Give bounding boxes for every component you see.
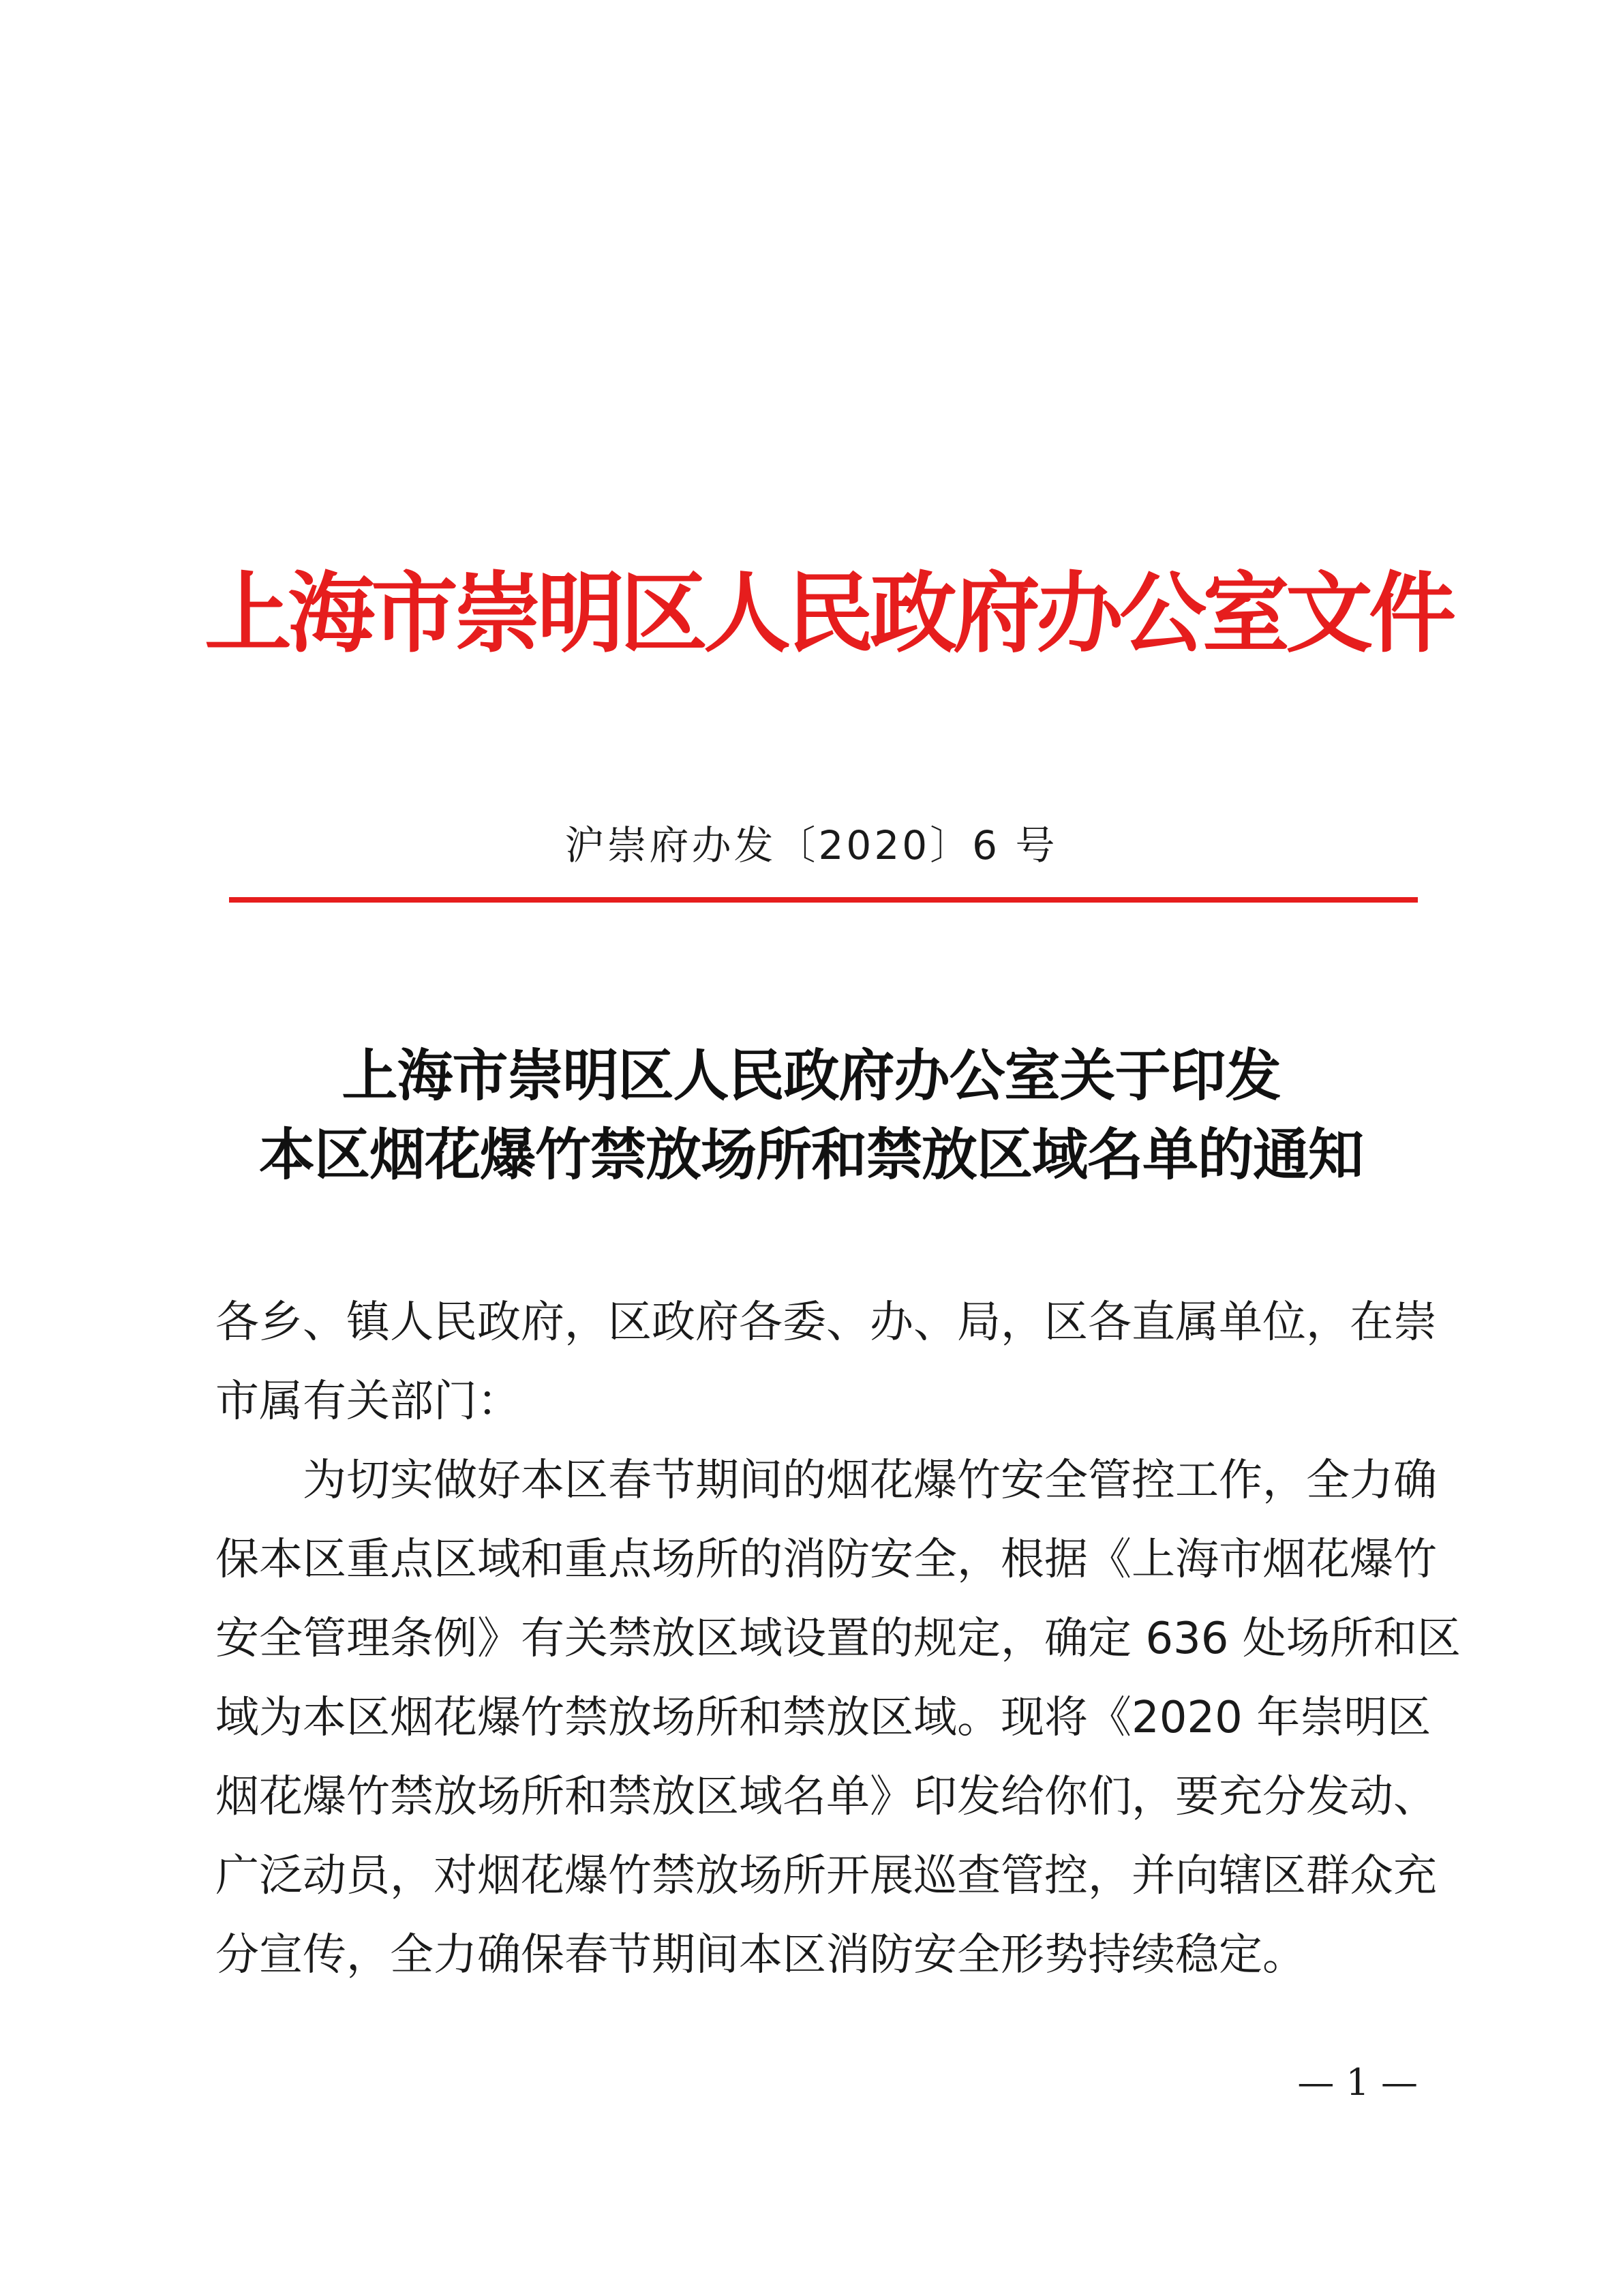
paragraph-line-4: 域为本区烟花爆竹禁放场所和禁放区域。现将《2020 年崇明区 [215, 1693, 1431, 1743]
notice-title [204, 1036, 1418, 1194]
document-number: 沪崇府办发〔2020〕6 号 [564, 822, 1058, 868]
notice-title-line-1: 上海市崇明区人民政府办公室关于印发 [342, 1043, 1281, 1108]
paragraph-line-6: 广泛动员，对烟花爆竹禁放场所开展巡查管控，并向辖区群众充 [215, 1851, 1437, 1901]
paragraph-line-3: 安全管理条例》有关禁放区域设置的规定，确定 636 处场所和区 [215, 1614, 1461, 1664]
paragraph-line-2: 保本区重点区域和重点场所的消防安全，根据《上海市烟花爆竹 [215, 1535, 1437, 1585]
salutation-line-1: 各乡、镇人民政府，区政府各委、办、局，区各直属单位，在崇 [215, 1297, 1437, 1348]
salutation-line-2: 市属有关部门： [215, 1376, 521, 1427]
masthead-title: 上海市崇明区人民政府办公室文件 [204, 562, 1453, 665]
page-number: — 1 — [1297, 2061, 1418, 2104]
notice-title-line-2: 本区烟花爆竹禁放场所和禁放区域名单的通知 [258, 1122, 1363, 1188]
red-divider-line [229, 897, 1418, 903]
paragraph-line-7: 分宣传，全力确保春节期间本区消防安全形势持续稳定。 [215, 1930, 1306, 1980]
paragraph-line-1: 为切实做好本区春节期间的烟花爆竹安全管控工作，全力确 [303, 1455, 1437, 1506]
paragraph-line-5: 烟花爆竹禁放场所和禁放区域名单》印发给你们，要充分发动、 [215, 1772, 1437, 1822]
notice-body [215, 1283, 1461, 1995]
